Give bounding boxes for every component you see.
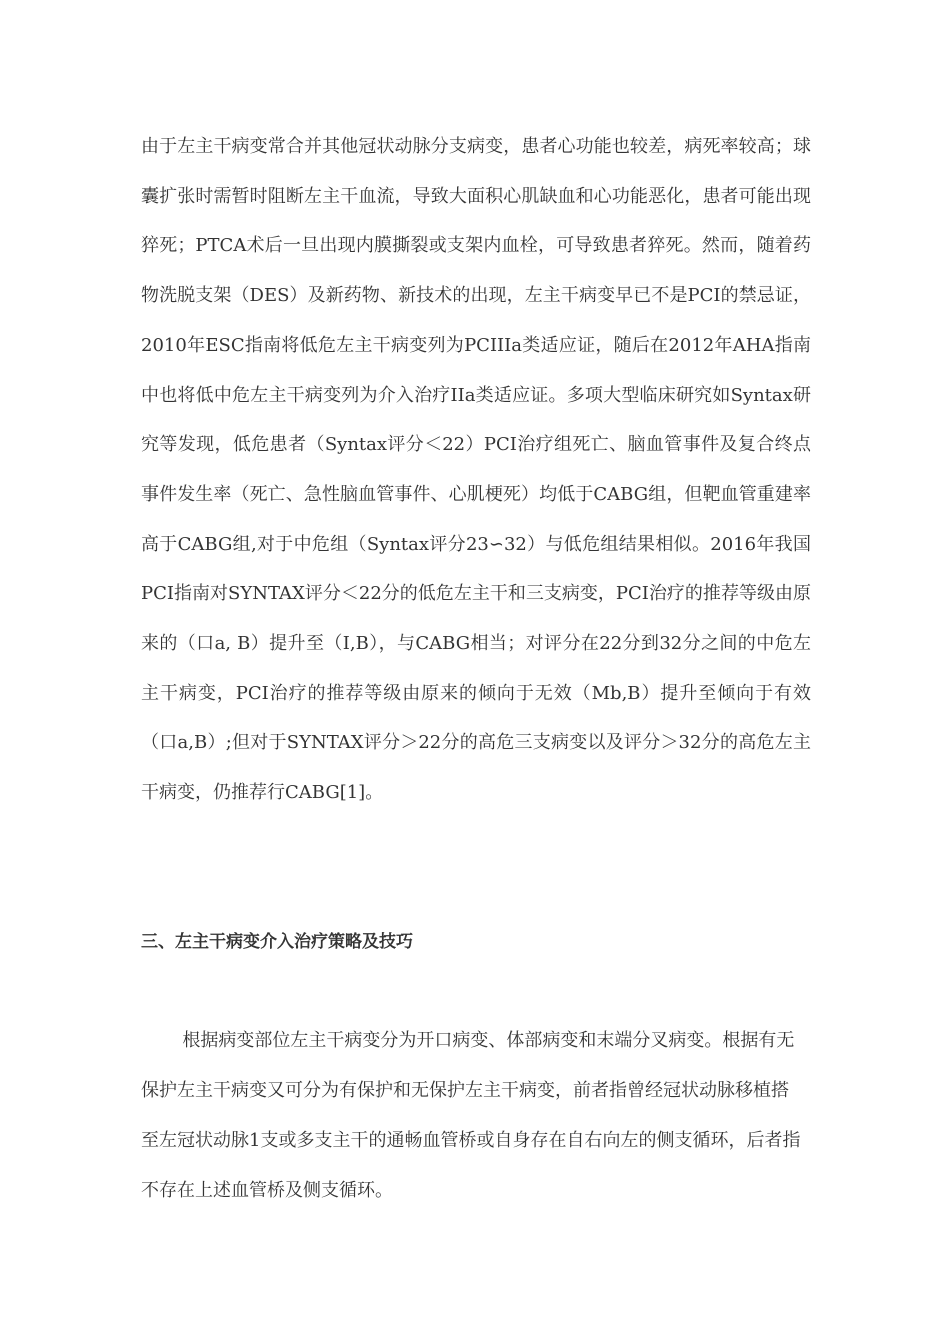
section-heading-strategy: 三、左主干病变介入治疗策略及技巧 xyxy=(141,932,413,952)
paragraph-indications: 由于左主干病变常合并其他冠状动脉分支病变，患者心功能也较差，病死率较高；球囊扩张时需暂时阻断左主干血流，导致大面积心肌缺血和心功能恶化，患者可能出现猝死；PTCA术后一旦出现内膜撕裂或支架内血栓，可导致患者猝死。然而，随着药物洗脱支架（DES）及新药物、新技术的出现，左主干病变早已不是PCI的禁忌证，2010年ESC指南将低危左主干病变列为PCIIIa类适应证，随后在2012年AHA指南中也将低中危左主干病变列为介入治疗IIa类适应证。多项大型临床研究如Syntax研究等发现，低危患者（Syntax评分＜22）PCI治疗组死亡、脑血管事件及复合终点事件发生率（死亡、急性脑血管事件、心肌梗死）均低于CABG组，但靶血管重建率高于CABG组,对于中危组（Syntax评分23∽32）与低危组结果相似。2016年我国PCI指南对SYNTAX评分＜22分的低危左主干和三支病变，PCI治疗的推荐等级由原来的（口a, B）提升至（I,B），与CABG相当；对评分在22分到32分之间的中危左主干病变，PCI治疗的推荐等级由原来的倾向于无效（Mb,B）提升至倾向于有效（口a,B）;但对于SYNTAX评分＞22分的高危三支病变以及评分＞32分的高危左主干病变，仍推荐行CABG[1]。 xyxy=(141,136,811,804)
paragraph-lesion-classification: 根据病变部位左主干病变分为开口病变、体部病变和末端分叉病变。根据有无保护左主干病变又可分为有保护和无保护左主干病变，前者指曾经冠状动脉移植搭至左冠状动脉1支或多支主干的通畅血管桥或自身存在自右向左的侧支循环，后者指不存在上述血管桥及侧支循环。 xyxy=(141,1030,801,1201)
